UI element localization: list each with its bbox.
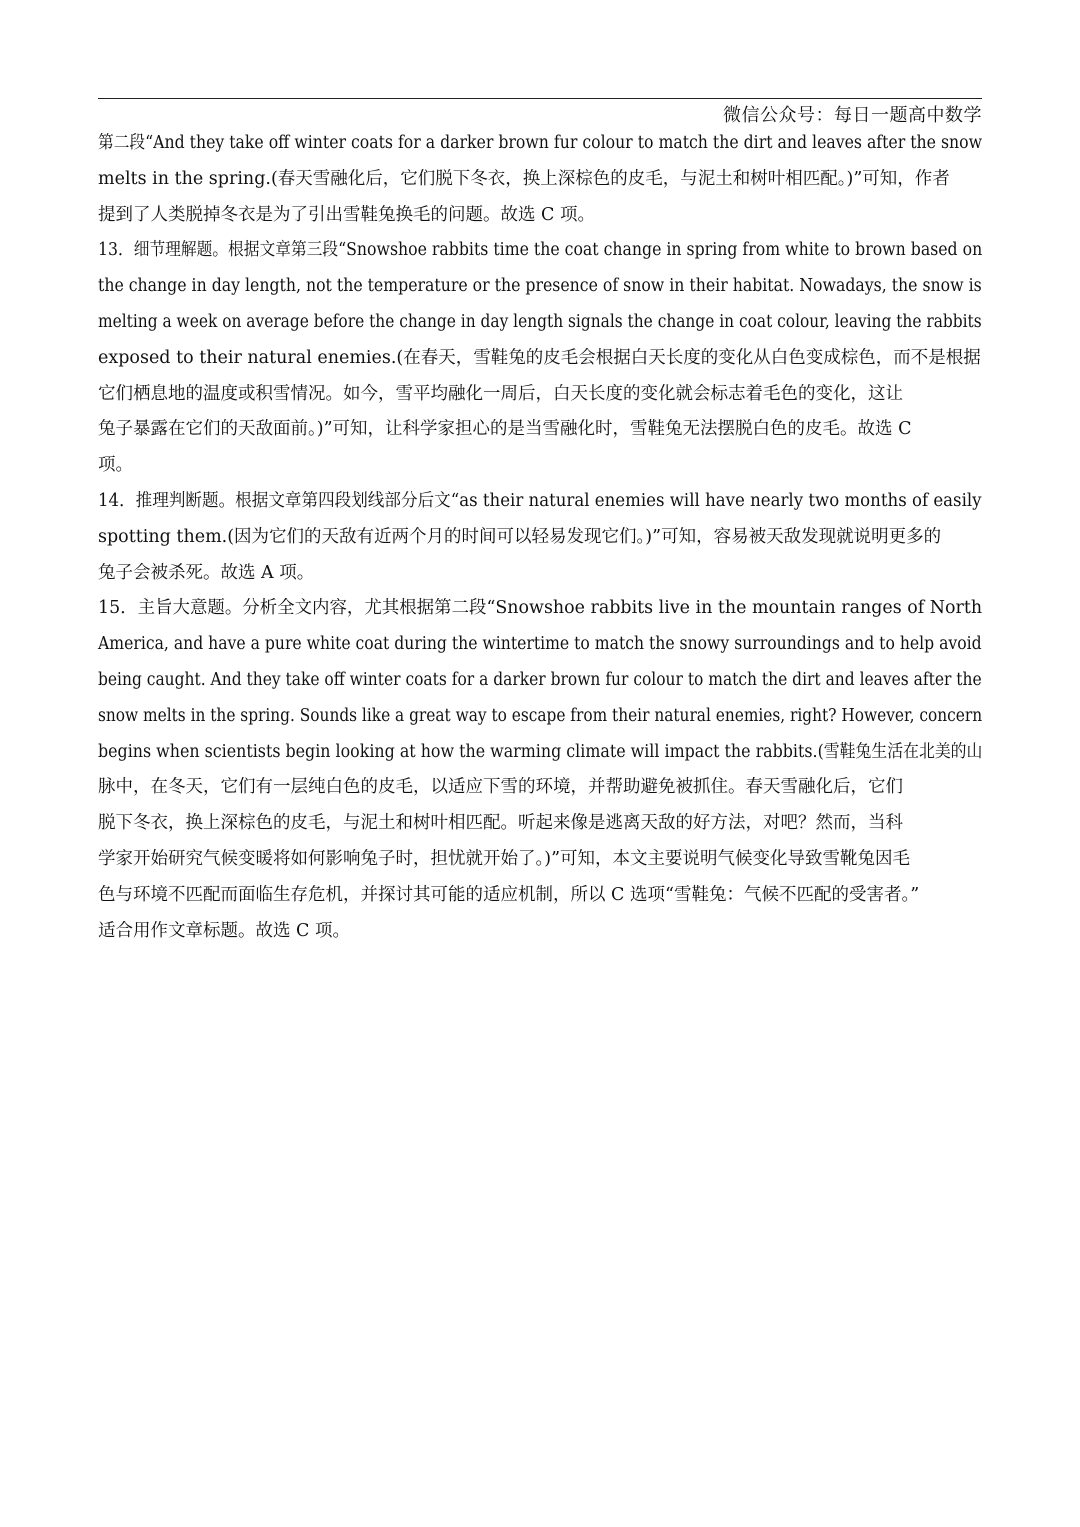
- text-line: 兔子暴露在它们的天敌面前。)”可知，让科学家担心的是当雪融化时，雪鞋兔无法摆脱白色的皮毛。故选 C: [98, 419, 912, 440]
- text-line: 项。: [98, 455, 133, 476]
- text-line: 提到了人类脱掉冬衣是为了引出雪鞋兔换毛的问题。故选 C 项。: [98, 204, 596, 225]
- text-line: 13．细节理解题。根据文章第三段“Snowshoe rabbits time the coat change in spring from white to brown based on: [98, 240, 983, 261]
- answer-explanations: [98, 126, 982, 949]
- text-line: 15．主旨大意题。分析全文内容，尤其根据第二段“Snowshoe rabbits live in the mountain ranges of North: [98, 598, 983, 619]
- text-line: 14．推理判断题。根据文章第四段划线部分后文“as their natural enemies will have nearly two months of easily: [98, 490, 982, 511]
- text-line: exposed to their natural enemies.(在春天，雪鞋兔的皮毛会根据白天长度的变化从白色变成棕色，而不是根据: [98, 347, 981, 368]
- paragraph-q13: [98, 233, 982, 484]
- text-line: 脱下冬衣，换上深棕色的皮毛，与泥土和树叶相匹配。听起来像是逃离天敌的好方法，对吧？然而，当科: [98, 813, 903, 834]
- paragraph-q15: [98, 591, 982, 949]
- text-line: melts in the spring.(春天雪融化后，它们脱下冬衣，换上深棕色的皮毛，与泥土和树叶相匹配。)”可知，作者: [98, 168, 950, 189]
- text-line: melting a week on average before the change in day length signals the change in coat colour, leaving the rabbits: [98, 311, 982, 332]
- header-divider: [98, 98, 982, 99]
- text-line: snow melts in the spring. Sounds like a great way to escape from their natural enemies, right? However, concern: [98, 705, 983, 726]
- text-line: 色与环境不匹配而面临生存危机，并探讨其可能的适应机制，所以 C 选项“雪鞋兔：气候不匹配的受害者。”: [98, 884, 920, 905]
- text-line: 适合用作文章标题。故选 C 项。: [98, 920, 351, 941]
- text-line: 学家开始研究气候变暖将如何影响兔子时，担忧就开始了。)”可知，本文主要说明气候变化导致雪靴兔因毛: [98, 848, 911, 869]
- text-line: America, and have a pure white coat during the wintertime to match the snowy surroundings and to help avoid: [98, 634, 982, 655]
- text-line: being caught. And they take off winter coats for a darker brown fur colour to match the dirt and leaves after the: [98, 669, 982, 690]
- header-source-label: 微信公众号：每日一题高中数学: [723, 105, 982, 126]
- text-line: begins when scientists begin looking at how the warming climate will impact the rabbits.(雪鞋兔生活在北美的山: [98, 741, 983, 762]
- text-line: spotting them.(因为它们的天敌有近两个月的时间可以轻易发现它们。)”可知，容易被天敌发现就说明更多的: [98, 526, 942, 547]
- text-line: 第二段“And they take off winter coats for a darker brown fur colour to match the dirt and leaves after the snow: [98, 133, 983, 153]
- text-line: 它们栖息地的温度或积雪情况。如今，雪平均融化一周后，白天长度的变化就会标志着毛色的变化，这让: [98, 383, 903, 404]
- paragraph-q14: [98, 484, 982, 591]
- paragraph-q12-continuation: [98, 126, 982, 233]
- text-line: the change in day length, not the temperature or the presence of snow in their habitat. Nowadays, the snow is: [98, 276, 982, 297]
- text-line: 兔子会被杀死。故选 A 项。: [98, 562, 315, 583]
- text-line: 脉中，在冬天，它们有一层纯白色的皮毛，以适应下雪的环境，并帮助避免被抓住。春天雪融化后，它们: [98, 777, 903, 798]
